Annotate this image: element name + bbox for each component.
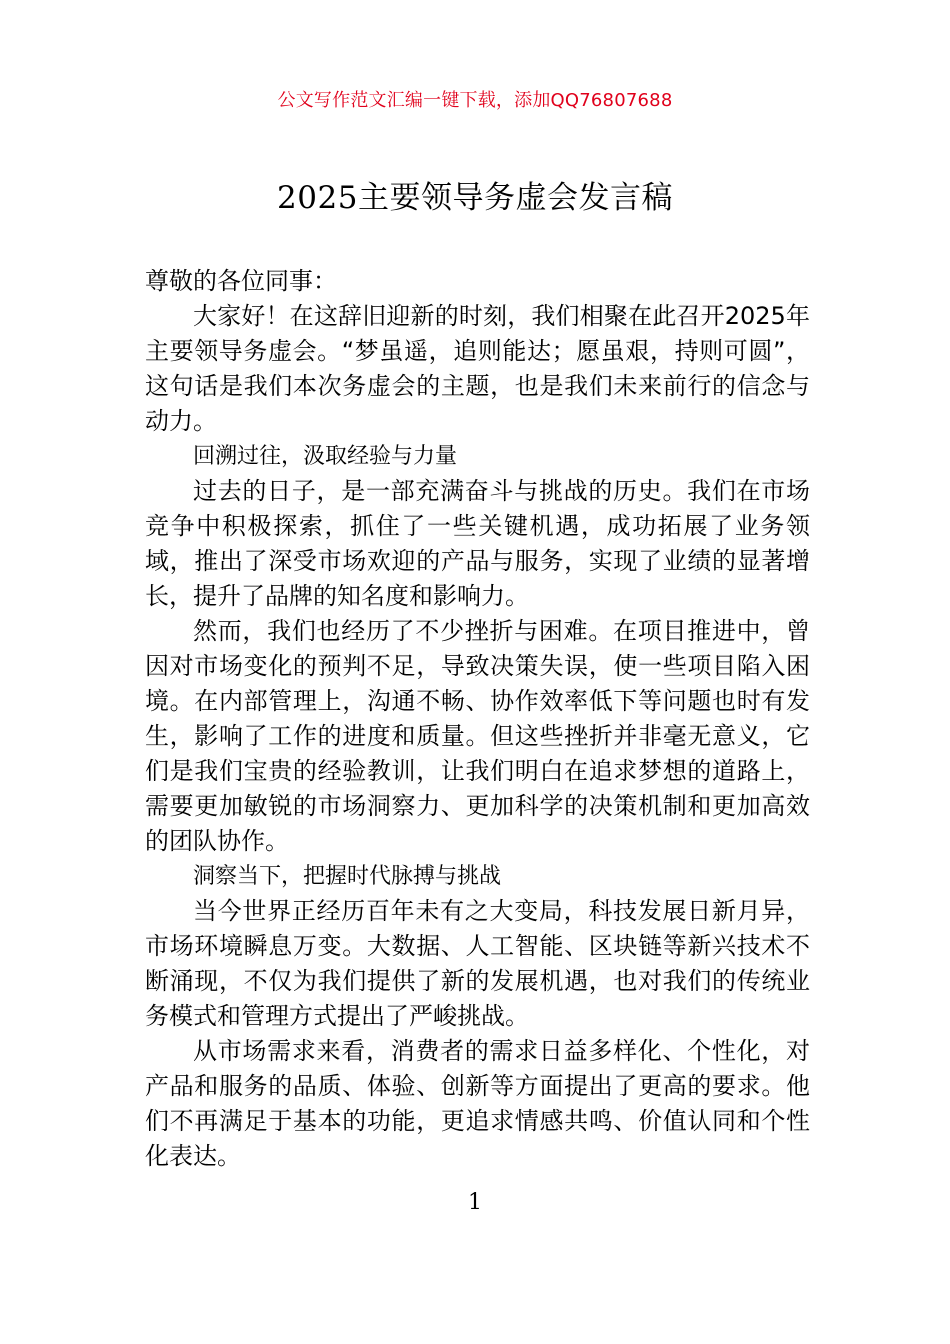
document-title: 2025主要领导务虚会发言稿	[277, 180, 673, 216]
page-number: 1	[468, 1190, 482, 1215]
paragraph-opening: 大家好！在这辞旧迎新的时刻，我们相聚在此召开2025年主要领导务虚会。“梦虽遥，追则能达；愿虽艰，持则可圆”，这句话是我们本次务虚会的主题，也是我们未来前行的信念与动力。	[145, 302, 810, 435]
section-heading-past: 回溯过往，汲取经验与力量	[193, 444, 458, 469]
document-body	[145, 264, 810, 1174]
paragraph-past-setbacks: 然而，我们也经历了不少挫折与困难。在项目推进中，曾因对市场变化的预判不足，导致决策失误，使一些项目陷入困境。在内部管理上，沟通不畅、协作效率低下等问题也时有发生，影响了工作的进度和质量。但这些挫折并非毫无意义，它们是我们宝贵的经验教训，让我们明白在追求梦想的道路上，需要更加敏锐的市场洞察力、更加科学的决策机制和更加高效的团队协作。	[145, 617, 810, 855]
paragraph-present-changes: 当今世界正经历百年未有之大变局，科技发展日新月异，市场环境瞬息万变。大数据、人工智能、区块链等新兴技术不断涌现，不仅为我们提供了新的发展机遇，也对我们的传统业务模式和管理方式提出了严峻挑战。	[145, 897, 810, 1030]
section-heading-present: 洞察当下，把握时代脉搏与挑战	[193, 864, 502, 889]
greeting: 尊敬的各位同事：	[145, 267, 337, 295]
paragraph-market-demand: 从市场需求来看，消费者的需求日益多样化、个性化，对产品和服务的品质、体验、创新等方面提出了更高的要求。他们不再满足于基本的功能，更追求情感共鸣、价值认同和个性化表达。	[145, 1037, 810, 1170]
header-download-note: 公文写作范文汇编一键下载，添加QQ76807688	[277, 90, 673, 111]
paragraph-past-achievements: 过去的日子，是一部充满奋斗与挑战的历史。我们在市场竞争中积极探索，抓住了一些关键机遇，成功拓展了业务领域，推出了深受市场欢迎的产品与服务，实现了业绩的显著增长，提升了品牌的知名度和影响力。	[145, 477, 810, 610]
